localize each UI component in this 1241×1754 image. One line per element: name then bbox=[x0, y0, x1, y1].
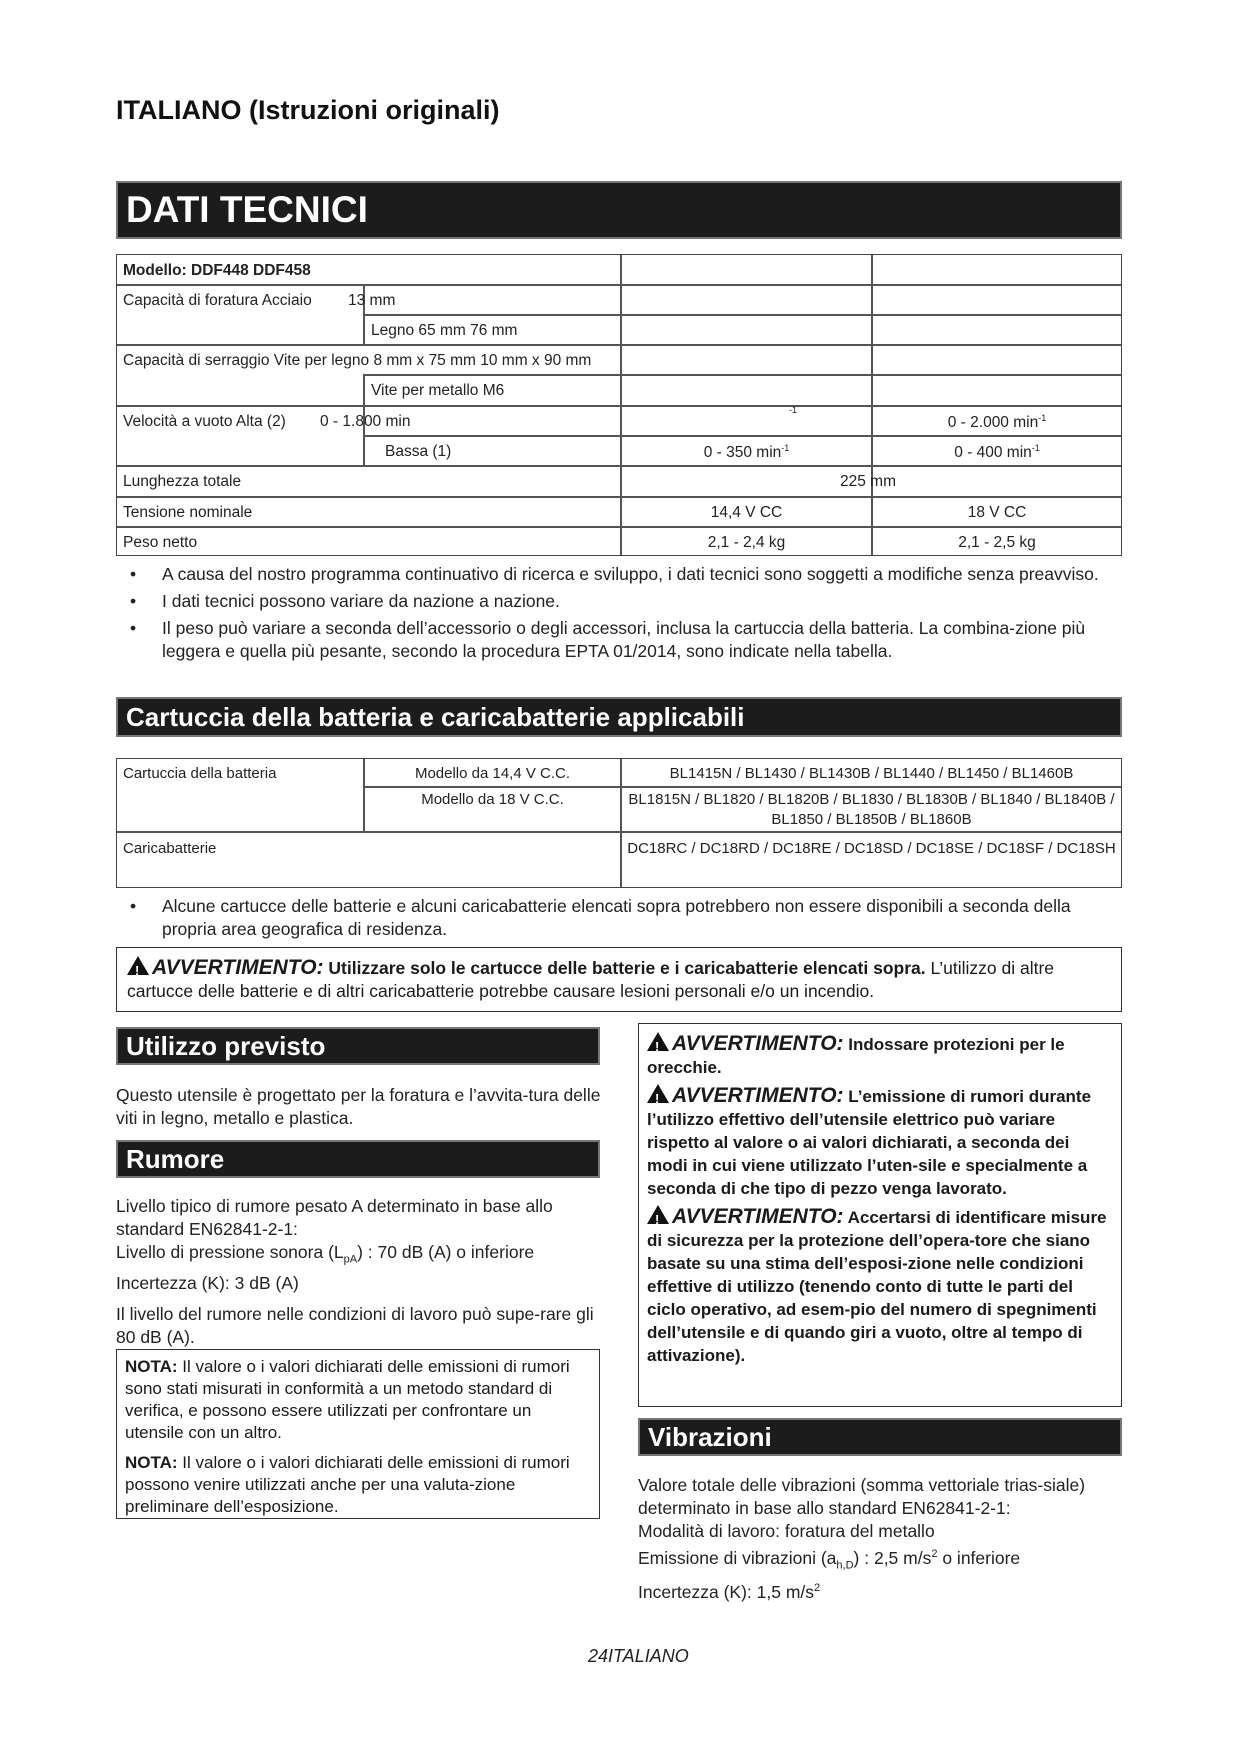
spec-drill-capacity-label: Capacità di foratura Acciaio bbox=[123, 292, 312, 309]
rumore-lpa: Livello di pressione sonora $(L_{pA})$ : 70 dB (A) o inferiore bbox=[116, 1242, 535, 1266]
spec-model-label: Modello: DDF448 DDF458 bbox=[123, 262, 311, 279]
rumore-para2: Il livello del rumore nelle condizioni di lavoro può supe-rare gli 80 dB (A). bbox=[116, 1303, 594, 1347]
spec-weight-14v: 2,1 - 2,4 kg bbox=[707, 534, 786, 551]
spec-voltage-label: Tensione nominale bbox=[123, 504, 253, 521]
battery-list-14v: BL1415N / BL1430 / BL1430B / BL1440 / BL1450 / BL1460B bbox=[669, 765, 1074, 782]
section-title-dati-tecnici: DATI TECNICI bbox=[116, 181, 1122, 239]
spec-fastening-capacity: Capacità di serraggio Vite per legno 8 mm x 75 mm 10 mm x 90 mm bbox=[123, 352, 592, 369]
spec-length-value: 225 mm bbox=[840, 473, 896, 490]
spec-metal-screw: Vite per metallo M6 bbox=[371, 382, 505, 399]
charger-label: Caricabatterie bbox=[123, 840, 217, 857]
spec-notes-list bbox=[130, 563, 1120, 667]
battery-model-14v: Modello da 14,4 V C.C. bbox=[414, 765, 571, 782]
warning-icon bbox=[647, 1084, 669, 1103]
spec-speed-low-14v: 0 - 350 $\min^{-1}$ bbox=[703, 443, 790, 462]
spec-speed-high-18v: 0 - 2.000 $\min^{-1}$ bbox=[947, 413, 1047, 432]
warning-text: L’utilizzo di altre cartucce delle batterie e di altri caricabatterie potrebbe causare lesioni personali e/o un incendio. bbox=[127, 958, 1055, 1001]
page-footer: 24ITALIANO bbox=[588, 1646, 689, 1666]
rumore-uncertainty: Incertezza (K): 3 dB (A) bbox=[116, 1272, 299, 1293]
charger-list: DC18RC / DC18RD / DC18RE / DC18SD / DC18SE / DC18SF / DC18SH bbox=[627, 840, 1116, 857]
rumore-block bbox=[116, 1195, 606, 1349]
note-2: NOTA: Il valore o i valori dichiarati delle emissioni di rumori possono venire utilizzati anche per una valuta-zione preliminare dell’esposizione. bbox=[125, 1453, 570, 1516]
vibrazioni-emission: Emissione di vibrazioni $(a_{h,D})$ : 2,5 $m/s^2$ o inferiore bbox=[638, 1547, 1021, 1572]
spec-table bbox=[116, 254, 1122, 556]
list-item: • A causa del nostro programma continuativo di ricerca e sviluppo, i dati tecnici sono soggetti a modifiche senza preavviso. bbox=[130, 563, 1120, 586]
spec-speed-high-value: 0 - 1.800 min bbox=[320, 413, 411, 430]
battery-list-18v: BL1815N / BL1820 / BL1820B / BL1830 / BL1830B / BL1840 / BL1840B / BL1850 / BL1850B / BL1860B bbox=[628, 791, 1115, 828]
warning-title: AVVERTIMENTO: bbox=[152, 956, 324, 979]
list-item: • Alcune cartucce delle batterie e alcuni caricabatterie elencati sopra potrebbero non essere disponibili a seconda della propria area geografica di residenza. bbox=[130, 895, 1120, 941]
list-item: • Il peso può variare a seconda dell’accessorio o degli accessori, inclusa la cartuccia della batteria. La combina-zione più leggera e quella più pesante, secondo la procedura EPTA 01/2014, sono indicate nella tabella. bbox=[130, 617, 1120, 663]
spec-voltage-14v: 14,4 V CC bbox=[710, 504, 783, 521]
warning-item: !AVVERTIMENTO: L’emissione di rumori durante l’utilizzo effettivo dell’utensile elettrico può variare rispetto al valore o ai valori dichiarati, a seconda dei modi in cui viene utilizzato l’uten-sile e specialmente a seconda di che tipo di pezzo venga lavorato. bbox=[647, 1084, 1113, 1200]
warning-icon bbox=[647, 1032, 669, 1051]
spec-speed-low-18v: 0 - 400 $\min^{-1}$ bbox=[954, 443, 1040, 462]
noise-warnings-box bbox=[638, 1023, 1122, 1407]
battery-model-18v: Modello da 18 V C.C. bbox=[421, 791, 564, 808]
vibrazioni-intro: Valore totale delle vibrazioni (somma vettoriale trias-siale) determinato in base allo standard EN62841-2-1: bbox=[638, 1475, 1086, 1518]
spec-voltage-18v: 18 V CC bbox=[967, 504, 1027, 521]
battery-notes-list bbox=[130, 895, 1120, 945]
spec-weight-label: Peso netto bbox=[123, 534, 198, 551]
section-title-cartuccia: Cartuccia della batteria e caricabatterie applicabili bbox=[116, 697, 1122, 737]
battery-label: Cartuccia della batteria bbox=[123, 765, 277, 782]
vibrazioni-block bbox=[638, 1474, 1128, 1604]
warning-icon bbox=[127, 956, 149, 975]
vibrazioni-uncertainty: Incertezza (K): 1,5 $m/s^2$ bbox=[638, 1582, 821, 1603]
spec-speed-low-label: Bassa (1) bbox=[385, 443, 452, 460]
utilizzo-text: Questo utensile è progettato per la foratura e l’avvita-tura delle viti in legno, metallo e plastica. bbox=[116, 1085, 601, 1128]
warning-bold-text: Utilizzare solo le cartucce delle batterie e i caricabatterie elencati sopra. bbox=[328, 958, 926, 978]
page-language-header: ITALIANO (Istruzioni originali) bbox=[116, 95, 500, 125]
battery-table bbox=[116, 758, 1122, 888]
section-title-utilizzo: Utilizzo previsto bbox=[116, 1027, 600, 1065]
note-1: NOTA: Il valore o i valori dichiarati delle emissioni di rumori sono stati misurati in conformità a un metodo standard di verifica, e possono essere utilizzati per confrontare un utensile con un altro. bbox=[125, 1357, 570, 1442]
warning-icon bbox=[647, 1205, 669, 1224]
section-title-rumore: Rumore bbox=[116, 1140, 600, 1178]
list-item: • I dati tecnici possono variare da nazione a nazione. bbox=[130, 590, 1120, 613]
vibrazioni-mode: Modalità di lavoro: foratura del metallo bbox=[638, 1521, 935, 1541]
note-box bbox=[116, 1349, 600, 1519]
rumore-intro: Livello tipico di rumore pesato A determinato in base allo standard EN62841-2-1: bbox=[116, 1196, 553, 1239]
spec-speed-high-label: Velocità a vuoto Alta (2) bbox=[123, 413, 286, 430]
spec-length-label: Lunghezza totale bbox=[123, 473, 242, 490]
warning-item: !AVVERTIMENTO: Indossare protezioni per le orecchie. bbox=[647, 1032, 1113, 1079]
warning-item: !AVVERTIMENTO: Accertarsi di identificare misure di sicurezza per la protezione dell’opera-tore che siano basate su una stima dell’esposi-zione nelle condizioni effettive di utilizzo (tenendo conto di tutte le parti del ciclo operativo, ad esem-pio del numero di spegnimenti dell’utensile e di quando giri a vuoto, oltre al tempo di attivazione). bbox=[647, 1205, 1113, 1367]
spec-weight-18v: 2,1 - 2,5 kg bbox=[958, 534, 1036, 551]
spec-wood-capacity: Legno 65 mm 76 mm bbox=[371, 322, 518, 339]
spec-drill-steel-value: 13 mm bbox=[348, 292, 396, 309]
spec-speed-high-exponent: -1 bbox=[789, 405, 798, 415]
section-title-vibrazioni: Vibrazioni bbox=[638, 1418, 1122, 1456]
battery-warning-box bbox=[116, 947, 1122, 1012]
